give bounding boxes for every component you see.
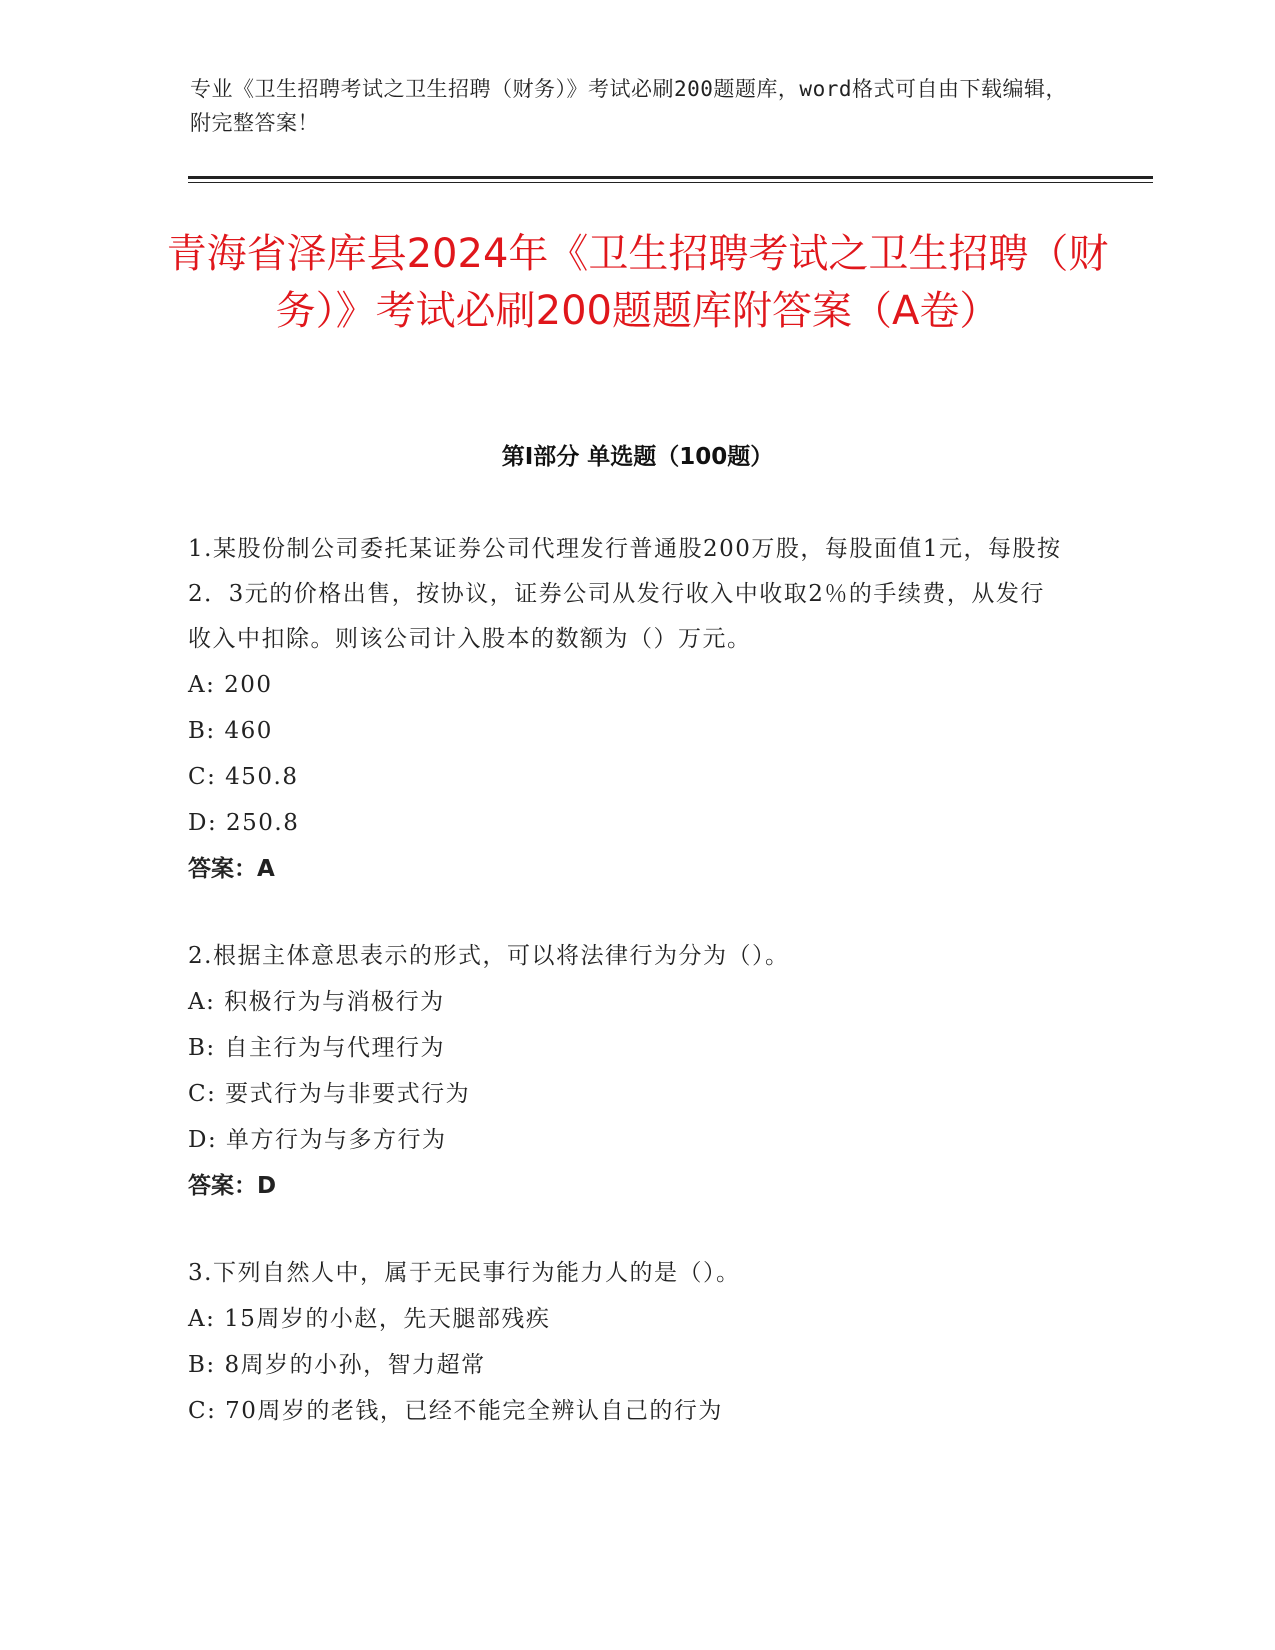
option-c: C: 要式行为与非要式行为 [188, 1081, 471, 1107]
document-title: 青海省泽库县2024年《卫生招聘考试之卫生招聘（财务）》考试必刷200题题库附答案（A卷） [166, 231, 1109, 334]
answer: 答案：D [188, 1173, 277, 1199]
header-divider-thin [188, 182, 1153, 183]
header-note: 专业《卫生招聘考试之卫生招聘（财务）》考试必刷200题题库，word格式可自由下载编辑，附完整答案！ [190, 77, 1067, 135]
option-a: A: 积极行为与消极行为 [188, 989, 445, 1015]
option-d: D: 250.8 [188, 810, 300, 836]
answer: 答案：A [188, 856, 275, 882]
question-stem: 2.根据主体意思表示的形式，可以将法律行为分为（）。 [188, 943, 790, 969]
option-c: C: 450.8 [188, 764, 299, 790]
question-2 [188, 934, 1068, 1209]
option-b: B: 自主行为与代理行为 [188, 1035, 445, 1061]
question-list [188, 527, 1068, 1476]
option-a: A: 200 [188, 672, 273, 698]
question-stem: 3.下列自然人中，属于无民事行为能力人的是（）。 [188, 1260, 741, 1286]
option-b: B: 460 [188, 718, 273, 744]
question-stem: 1.某股份制公司委托某证券公司代理发行普通股200万股，每股面值1元，每股按2．3元的价格出售，按协议，证券公司从发行收入中收取2％的手续费，从发行收入中扣除。则该公司计入股本的数额为（）万元。 [188, 536, 1062, 652]
option-b: B: 8周岁的小孙，智力超常 [188, 1352, 486, 1378]
option-a: A: 15周岁的小赵，先天腿部残疾 [188, 1306, 551, 1332]
question-1 [188, 527, 1068, 892]
question-3 [188, 1251, 1068, 1434]
option-c: C: 70周岁的老钱，已经不能完全辨认自己的行为 [188, 1398, 723, 1424]
section-title: 第Ⅰ部分 单选题（100题） [501, 444, 774, 470]
option-d: D: 单方行为与多方行为 [188, 1127, 447, 1153]
header-divider-thick [188, 176, 1153, 179]
